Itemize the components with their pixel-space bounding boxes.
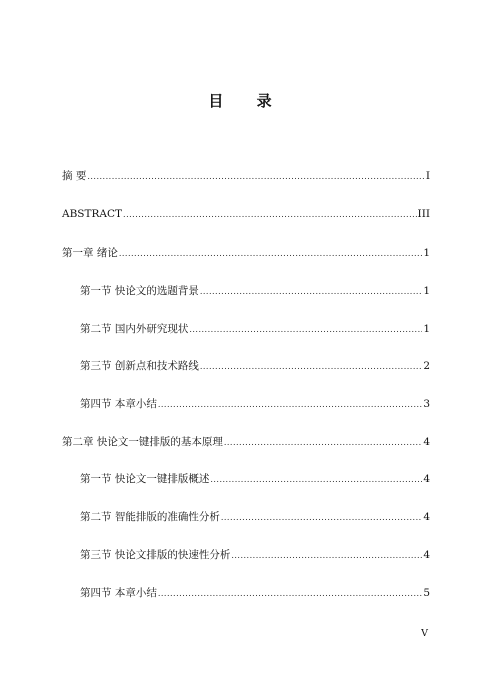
toc-leader-dots — [189, 322, 422, 338]
toc-entry-page: 4 — [423, 549, 430, 561]
toc-entry-label: 第三节 创新点和技术路线 — [80, 360, 199, 372]
toc-leader-dots — [210, 472, 422, 488]
toc-entry-label: ABSTRACT — [62, 208, 123, 220]
toc-entry-section-2-2[interactable] — [80, 509, 430, 525]
toc-leader-dots — [200, 359, 422, 375]
toc-entry-page: 1 — [423, 323, 430, 335]
toc-entry-label: 第四节 本章小结 — [80, 587, 157, 599]
toc-entry-section-2-4[interactable] — [80, 585, 430, 601]
toc-entry-page: 4 — [423, 436, 430, 448]
toc-title: 目 录 — [208, 92, 286, 110]
toc-entry-page: 5 — [423, 587, 430, 599]
toc-leader-dots — [221, 510, 422, 526]
toc-entry-label: 第四节 本章小结 — [80, 398, 157, 410]
toc-entry-page: I — [425, 170, 430, 182]
toc-entry-section-1-2[interactable] — [80, 321, 430, 337]
toc-entry-section-2-1[interactable] — [80, 471, 430, 487]
toc-entry-label: 第一节 快论文的选题背景 — [80, 285, 199, 297]
toc-entry-label: 第二节 国内外研究现状 — [80, 323, 189, 335]
toc-entry-section-2-3[interactable] — [80, 547, 430, 563]
toc-leader-dots — [119, 246, 422, 262]
toc-entry-abstract-cn[interactable] — [62, 168, 430, 184]
toc-entry-page: 1 — [423, 285, 430, 297]
toc-entry-page: 4 — [423, 473, 430, 485]
toc-leader-dots — [158, 586, 422, 602]
toc-entry-page: 4 — [423, 511, 430, 523]
toc-entry-label: 第三节 快论文排版的快速性分析 — [80, 549, 231, 561]
toc-leader-dots — [224, 435, 422, 451]
toc-entry-label: 第二节 智能排版的准确性分析 — [80, 511, 220, 523]
toc-leader-dots — [123, 207, 417, 223]
toc-leader-dots — [158, 397, 422, 413]
toc-entry-section-1-1[interactable] — [80, 283, 430, 299]
toc-entry-page: III — [417, 208, 430, 220]
toc-entry-label: 第二章 快论文一键排版的基本原理 — [62, 436, 223, 448]
toc-entry-label: 第一章 绪论 — [62, 247, 118, 259]
toc-entry-section-1-4[interactable] — [80, 396, 430, 412]
toc-leader-dots — [231, 548, 422, 564]
page-number: V — [421, 628, 428, 639]
toc-entry-chapter-2[interactable] — [62, 434, 430, 450]
toc-entry-page: 2 — [423, 360, 430, 372]
toc-entry-label: 第一节 快论文一键排版概述 — [80, 473, 210, 485]
toc-leader-dots — [200, 284, 422, 300]
toc-entry-chapter-1[interactable] — [62, 245, 430, 261]
toc-entry-page: 1 — [423, 247, 430, 259]
toc-entry-section-1-3[interactable] — [80, 358, 430, 374]
toc-leader-dots — [87, 169, 425, 185]
toc-entry-label: 摘 要 — [62, 170, 87, 182]
toc-entry-page: 3 — [423, 398, 430, 410]
toc-entry-abstract-en[interactable] — [62, 206, 430, 222]
